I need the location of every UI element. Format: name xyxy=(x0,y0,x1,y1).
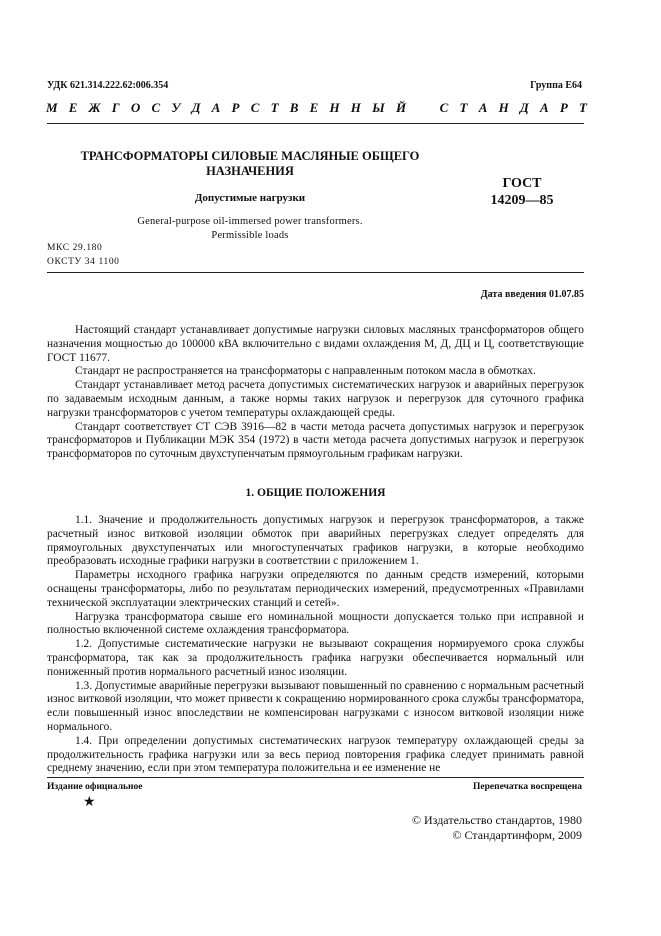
paragraph: 1.3. Допустимые аварийные перегрузки вызывают повышенный по сравнению с нормальным расчетный износ витковой изоляции, что может привести к сокращению нормированного срока службы трансформатора, если повышенный износ впоследствии не компенсирован нагрузками с износом витковой изоляции ниже нормального. xyxy=(47,679,584,733)
english-title-line: Permissible loads xyxy=(211,230,289,241)
banner-letter: Р xyxy=(559,100,568,115)
copyright-line: © Издательство стандартов, 1980 xyxy=(411,813,582,827)
paragraph: 1.2. Допустимые систематические нагрузки не вызывают сокращения нормируемого срока службы трансформатора, так как за продолжительность графика нагрузки обеспечивается нормальный или пониженный против нормального расчетный износ изоляции. xyxy=(47,638,584,678)
paragraph: 1.4. При определении допустимых систематических нагрузок температуру охлаждающей среды за продолжительность графика нагрузки или за весь период повторения графика следует принимать равной среднему значению, если при этом температура положительна и ее изменение не xyxy=(47,734,584,775)
banner-letter: М xyxy=(46,100,58,115)
paragraph: Стандарт соответствует СТ СЭВ 3916—82 в части метода расчета допустимых нагрузок и перегрузок трансформаторов и Публикации МЭК 354 (1972) в части метода расчета допустимых нагрузок и перегрузок трансформаторов по суточным двухступенчатым прямоугольным графикам нагрузки. xyxy=(47,420,584,461)
document-subtitle: Допустимые нагрузки xyxy=(194,192,306,204)
udk-code: УДК 621.314.222.62:006.354 xyxy=(47,80,169,91)
copyright-line: © Стандартинформ, 2009 xyxy=(452,828,582,842)
banner-letter: Н xyxy=(350,100,361,115)
banner-letter: Ж xyxy=(88,100,101,115)
section-heading: 1. ОБЩИЕ ПОЛОЖЕНИЯ xyxy=(245,487,386,499)
copyright-block xyxy=(412,813,582,843)
gost-designation xyxy=(462,175,582,209)
banner-letter: Ы xyxy=(372,100,385,115)
header-divider xyxy=(47,123,584,124)
intro-section xyxy=(47,324,584,462)
edition-note: Издание официальное xyxy=(47,782,143,792)
classification-codes xyxy=(47,241,120,269)
paragraph: Нагрузка трансформатора свыше его номинальной мощности допускается только при исправной и полностью включенной системе охлаждения трансформатора. xyxy=(47,610,584,637)
banner-letter: Т xyxy=(270,100,279,115)
document-title xyxy=(60,149,440,179)
banner-letter: В xyxy=(289,100,299,115)
banner-letter: Й xyxy=(395,100,407,115)
banner-letter: Д xyxy=(191,100,201,115)
title-line: ТРАНСФОРМАТОРЫ СИЛОВЫЕ МАСЛЯНЫЕ ОБЩЕГО xyxy=(80,149,420,163)
banner-letter: Т xyxy=(579,100,587,115)
banner-letter: Г xyxy=(111,100,120,115)
banner-letter: А xyxy=(478,100,488,115)
paragraph: Стандарт не распространяется на трансформаторы с направленным потоком масла в обмотках. xyxy=(75,365,536,378)
paragraph: Параметры исходного графика нагрузки определяются по данным средств измерений, которыми оснащены трансформаторы, либо по результатам периодических измерений, предусмотренных «Правилами технической эксплуатации электрических станций и сетей». xyxy=(47,569,584,609)
banner-letter: Д xyxy=(519,100,529,115)
english-title-line: General-purpose oil-immersed power transformers. xyxy=(137,216,363,227)
banner-letter: Е xyxy=(68,100,78,115)
banner-letter: Н xyxy=(329,100,340,115)
paragraph: Стандарт устанавливает метод расчета допустимых систематических нагрузок и аварийных перегрузок по задаваемым исходным данным, а также нормы таких нагрузок и перегрузок для суточного графика нагрузки трансформаторов с учетом температуры охлаждающей среды. xyxy=(47,379,584,419)
banner-letter: Р xyxy=(231,100,240,115)
banner-letter: С xyxy=(439,100,449,115)
standard-type-banner xyxy=(46,100,587,116)
okstu-code: ОКСТУ 34 1100 xyxy=(47,257,120,267)
english-title xyxy=(60,215,440,243)
introduction-date: Дата введения 01.07.85 xyxy=(480,289,584,300)
banner-letter: С xyxy=(250,100,260,115)
gost-label: ГОСТ xyxy=(502,176,542,191)
paragraph: Настоящий стандарт устанавливает допустимые нагрузки силовых масляных трансформаторов общего назначения мощностью до 100000 кВА включительно с видами охлаждения М, Д, ДЦ и Ц, соответствующие ГОСТ 11677. xyxy=(47,324,584,364)
banner-letter: Н xyxy=(498,100,509,115)
paragraph: 1.1. Значение и продолжительность допустимых нагрузок и перегрузок трансформаторов, а также расчетный износ витковой изоляции обмоток при аварийных перегрузках следует определять для прямоугольных двухступенчатых или многоступенчатых графиков нагрузки, в которые необходимо преобразовать исходные графики нагрузки в соответствии с приложением 1. xyxy=(47,514,584,568)
banner-letter: У xyxy=(171,100,181,115)
group-code: Группа Е64 xyxy=(530,80,582,91)
footer-divider xyxy=(47,777,584,778)
title-divider xyxy=(47,272,584,273)
gost-number: 14209—85 xyxy=(490,193,554,208)
banner-letter: А xyxy=(540,100,549,115)
banner-letter: О xyxy=(130,100,141,115)
banner-letter: С xyxy=(151,100,161,115)
title-line: НАЗНАЧЕНИЯ xyxy=(206,164,294,178)
banner-letter: Е xyxy=(309,100,319,115)
reprint-note: Перепечатка воспрещена xyxy=(472,782,582,792)
banner-letter: А xyxy=(211,100,221,115)
star-icon: ★ xyxy=(83,795,96,810)
banner-letter: Т xyxy=(459,100,468,115)
mks-code: МКС 29.180 xyxy=(47,243,103,253)
section-1-body xyxy=(47,514,584,776)
